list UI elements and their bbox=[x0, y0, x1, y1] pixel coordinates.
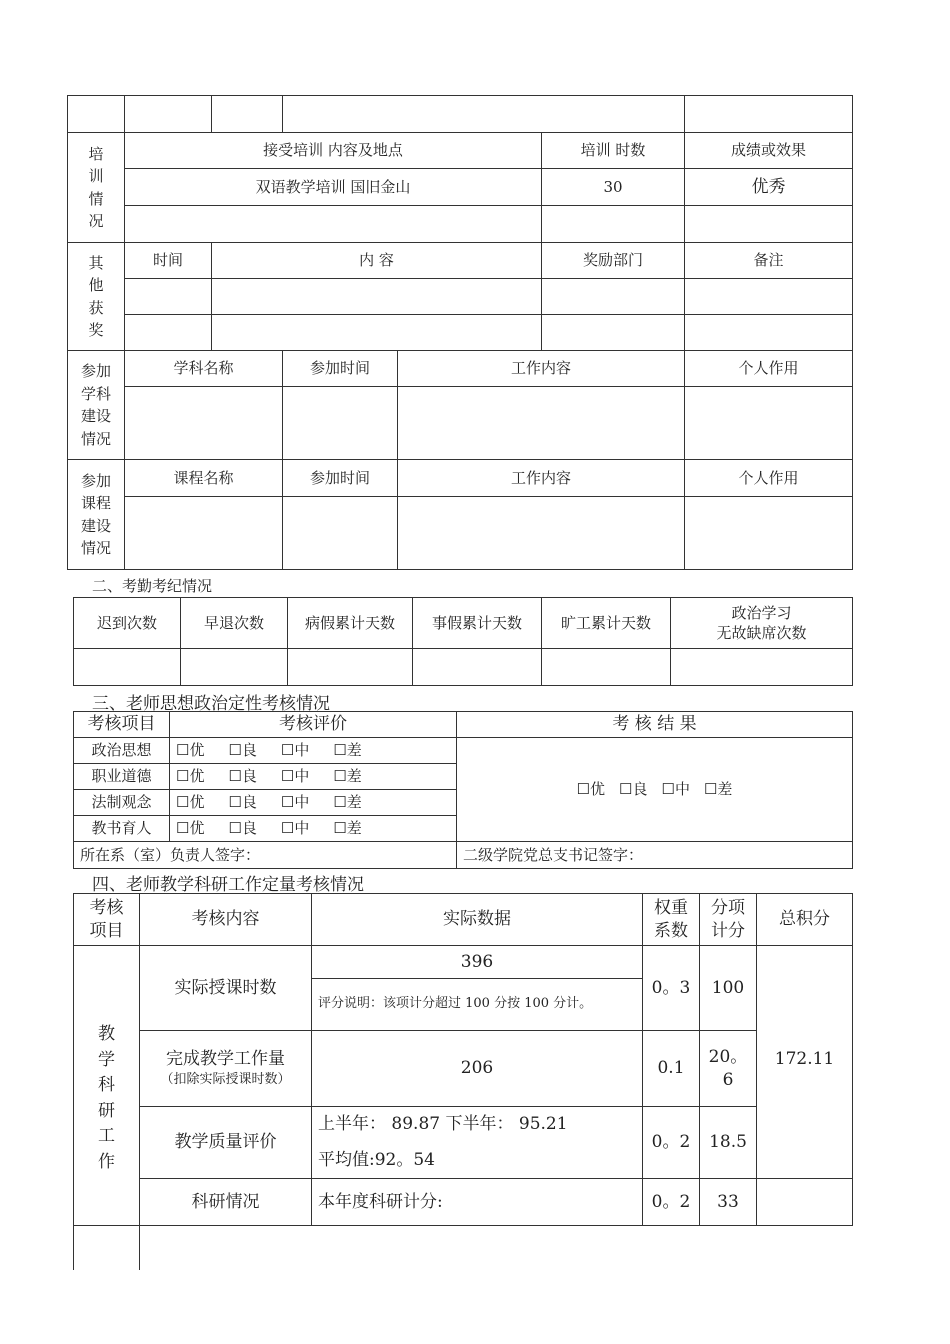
attendance-title: 二、考勤考纪情况 bbox=[92, 577, 213, 595]
option-medium[interactable]: ☐中 bbox=[280, 793, 310, 812]
row3-weight: 0。2 bbox=[643, 1107, 700, 1179]
row3-line1: 上半年： 89.87 下半年： 95.21 bbox=[318, 1114, 568, 1134]
table-continuation-left bbox=[73, 1224, 74, 1270]
row1-weight: 0。3 bbox=[643, 946, 700, 1031]
attendance-header: 早退次数 bbox=[181, 598, 288, 649]
option-good[interactable]: ☐良 bbox=[228, 741, 257, 760]
option-poor[interactable]: ☐差 bbox=[333, 767, 362, 786]
row4-name: 科研情况 bbox=[140, 1179, 312, 1226]
blank-cell bbox=[74, 649, 181, 686]
political-item: 政治思想 bbox=[74, 738, 170, 764]
blank-cell bbox=[542, 315, 685, 351]
attendance-header: 政治学习 无故缺席次数 bbox=[671, 598, 853, 649]
row1-score: 100 bbox=[700, 946, 757, 1031]
political-eval-options[interactable] bbox=[170, 790, 457, 816]
blank-cell bbox=[685, 497, 853, 570]
discipline-col-role: 个人作用 bbox=[685, 351, 853, 387]
row3-line2: 平均值:92。54 bbox=[318, 1149, 435, 1170]
option-poor[interactable]: ☐差 bbox=[333, 819, 362, 838]
course-col-time: 参加时间 bbox=[283, 460, 398, 497]
option-good[interactable]: ☐良 bbox=[619, 780, 648, 799]
row2-name bbox=[140, 1031, 312, 1107]
training-col-content: 接受培训 内容及地点 bbox=[125, 133, 542, 169]
option-excellent[interactable]: ☐优 bbox=[176, 767, 205, 786]
discipline-section-label: 参加 学科 建设 情况 bbox=[68, 351, 125, 460]
row2-score: 20。 6 bbox=[700, 1031, 757, 1107]
option-good[interactable]: ☐良 bbox=[228, 819, 257, 838]
blank-cell bbox=[125, 96, 212, 133]
blank-cell bbox=[125, 497, 283, 570]
political-col-result: 考 核 结 果 bbox=[457, 712, 853, 738]
course-col-work: 工作内容 bbox=[398, 460, 685, 497]
blank-cell bbox=[685, 315, 853, 351]
political-col-eval: 考核评价 bbox=[170, 712, 457, 738]
blank-cell bbox=[283, 497, 398, 570]
blank-cell bbox=[125, 206, 542, 243]
training-col-hours: 培训 时数 bbox=[542, 133, 685, 169]
option-excellent[interactable]: ☐优 bbox=[176, 741, 205, 760]
political-eval-options[interactable] bbox=[170, 816, 457, 842]
training-awards-table bbox=[67, 95, 853, 570]
blank-cell bbox=[685, 206, 853, 243]
blank-cell bbox=[398, 497, 685, 570]
table-continuation-inner bbox=[139, 1224, 140, 1270]
attendance-table bbox=[73, 597, 853, 686]
quant-title: 四、老师教学科研工作定量考核情况 bbox=[92, 875, 364, 895]
option-good[interactable]: ☐良 bbox=[228, 793, 257, 812]
blank-cell bbox=[181, 649, 288, 686]
sign-dept: 所在系（室）负责人签字： bbox=[74, 842, 457, 869]
blank-cell bbox=[542, 206, 685, 243]
awards-col-time: 时间 bbox=[125, 243, 212, 279]
quant-col-score: 分项 计分 bbox=[700, 894, 757, 946]
training-section-label: 培 训 情 况 bbox=[68, 133, 125, 243]
option-medium[interactable]: ☐中 bbox=[661, 780, 690, 799]
blank-cell bbox=[125, 315, 212, 351]
blank-cell bbox=[685, 96, 853, 133]
course-col-name: 课程名称 bbox=[125, 460, 283, 497]
option-excellent[interactable]: ☐优 bbox=[176, 819, 205, 838]
row1-value: 396 bbox=[312, 946, 643, 979]
option-good[interactable]: ☐良 bbox=[228, 767, 257, 786]
blank-cell bbox=[757, 1179, 853, 1226]
blank-cell bbox=[212, 315, 542, 351]
attendance-header: 病假累计天数 bbox=[288, 598, 413, 649]
blank-cell bbox=[685, 387, 853, 460]
blank-cell bbox=[542, 649, 671, 686]
blank-cell bbox=[671, 649, 853, 686]
awards-col-note: 备注 bbox=[685, 243, 853, 279]
discipline-col-work: 工作内容 bbox=[398, 351, 685, 387]
blank-cell bbox=[413, 649, 542, 686]
course-col-role: 个人作用 bbox=[685, 460, 853, 497]
political-eval-options[interactable] bbox=[170, 738, 457, 764]
row3-name: 教学质量评价 bbox=[140, 1107, 312, 1179]
blank-cell bbox=[542, 279, 685, 315]
attendance-header: 旷工累计天数 bbox=[542, 598, 671, 649]
quant-col-data: 实际数据 bbox=[312, 894, 643, 946]
row4-value: 本年度科研计分: bbox=[312, 1179, 643, 1226]
option-medium[interactable]: ☐中 bbox=[280, 819, 310, 838]
political-col-item: 考核项目 bbox=[74, 712, 170, 738]
row4-weight: 0。2 bbox=[643, 1179, 700, 1226]
awards-col-content: 内 容 bbox=[212, 243, 542, 279]
blank-cell bbox=[125, 279, 212, 315]
political-eval-options[interactable] bbox=[170, 764, 457, 790]
training-col-result: 成绩或效果 bbox=[685, 133, 853, 169]
sign-party: 二级学院党总支书记签字： bbox=[457, 842, 853, 869]
political-result-options[interactable] bbox=[457, 738, 853, 842]
option-poor[interactable]: ☐差 bbox=[703, 780, 733, 799]
blank-cell bbox=[68, 96, 125, 133]
row3-score: 18.5 bbox=[700, 1107, 757, 1179]
discipline-col-time: 参加时间 bbox=[283, 351, 398, 387]
row2-value: 206 bbox=[312, 1031, 643, 1107]
blank-cell bbox=[288, 649, 413, 686]
row3-value bbox=[312, 1107, 643, 1179]
blank-cell bbox=[398, 387, 685, 460]
row2-name-sub: （扣除实际授课时数） bbox=[160, 1072, 291, 1088]
option-excellent[interactable]: ☐优 bbox=[576, 780, 606, 799]
political-item: 法制观念 bbox=[74, 790, 170, 816]
course-section-label: 参加 课程 建设 情况 bbox=[68, 460, 125, 570]
blank-cell bbox=[283, 387, 398, 460]
political-title: 三、老师思想政治定性考核情况 bbox=[92, 694, 330, 714]
row4-score: 33 bbox=[700, 1179, 757, 1226]
training-row-hours: 30 bbox=[542, 169, 685, 206]
blank-cell bbox=[212, 279, 542, 315]
option-poor[interactable]: ☐差 bbox=[333, 793, 362, 812]
blank-cell bbox=[283, 96, 685, 133]
quant-col-weight: 权重 系数 bbox=[643, 894, 700, 946]
option-excellent[interactable]: ☐优 bbox=[176, 793, 205, 812]
quant-total: 172.11 bbox=[757, 946, 853, 1179]
training-row-result: 优秀 bbox=[685, 169, 853, 206]
option-medium[interactable]: ☐中 bbox=[280, 767, 310, 786]
blank-cell bbox=[125, 387, 283, 460]
row2-weight: 0.1 bbox=[643, 1031, 700, 1107]
quant-col-total: 总积分 bbox=[757, 894, 853, 946]
political-item: 职业道德 bbox=[74, 764, 170, 790]
row1-name: 实际授课时数 bbox=[140, 946, 312, 1031]
attendance-header: 迟到次数 bbox=[74, 598, 181, 649]
attendance-header: 事假累计天数 bbox=[413, 598, 542, 649]
political-item: 教书育人 bbox=[74, 816, 170, 842]
quant-table bbox=[73, 893, 853, 1226]
blank-cell bbox=[685, 279, 853, 315]
row1-note: 评分说明：该项计分超过 100 分按 100 分计。 bbox=[312, 979, 643, 1031]
option-medium[interactable]: ☐中 bbox=[280, 741, 310, 760]
quant-col-item: 考核 项目 bbox=[74, 894, 140, 946]
discipline-col-name: 学科名称 bbox=[125, 351, 283, 387]
awards-section-label: 其 他 获 奖 bbox=[68, 243, 125, 351]
blank-cell bbox=[212, 96, 283, 133]
quant-col-content: 考核内容 bbox=[140, 894, 312, 946]
training-row-content: 双语教学培训 国旧金山 bbox=[125, 169, 542, 206]
row2-name-main: 完成教学工作量 bbox=[166, 1049, 285, 1070]
awards-col-dept: 奖励部门 bbox=[542, 243, 685, 279]
quant-category: 教 学 科 研 工 作 bbox=[74, 946, 140, 1226]
option-poor[interactable]: ☐差 bbox=[333, 741, 362, 760]
political-table bbox=[73, 711, 853, 869]
